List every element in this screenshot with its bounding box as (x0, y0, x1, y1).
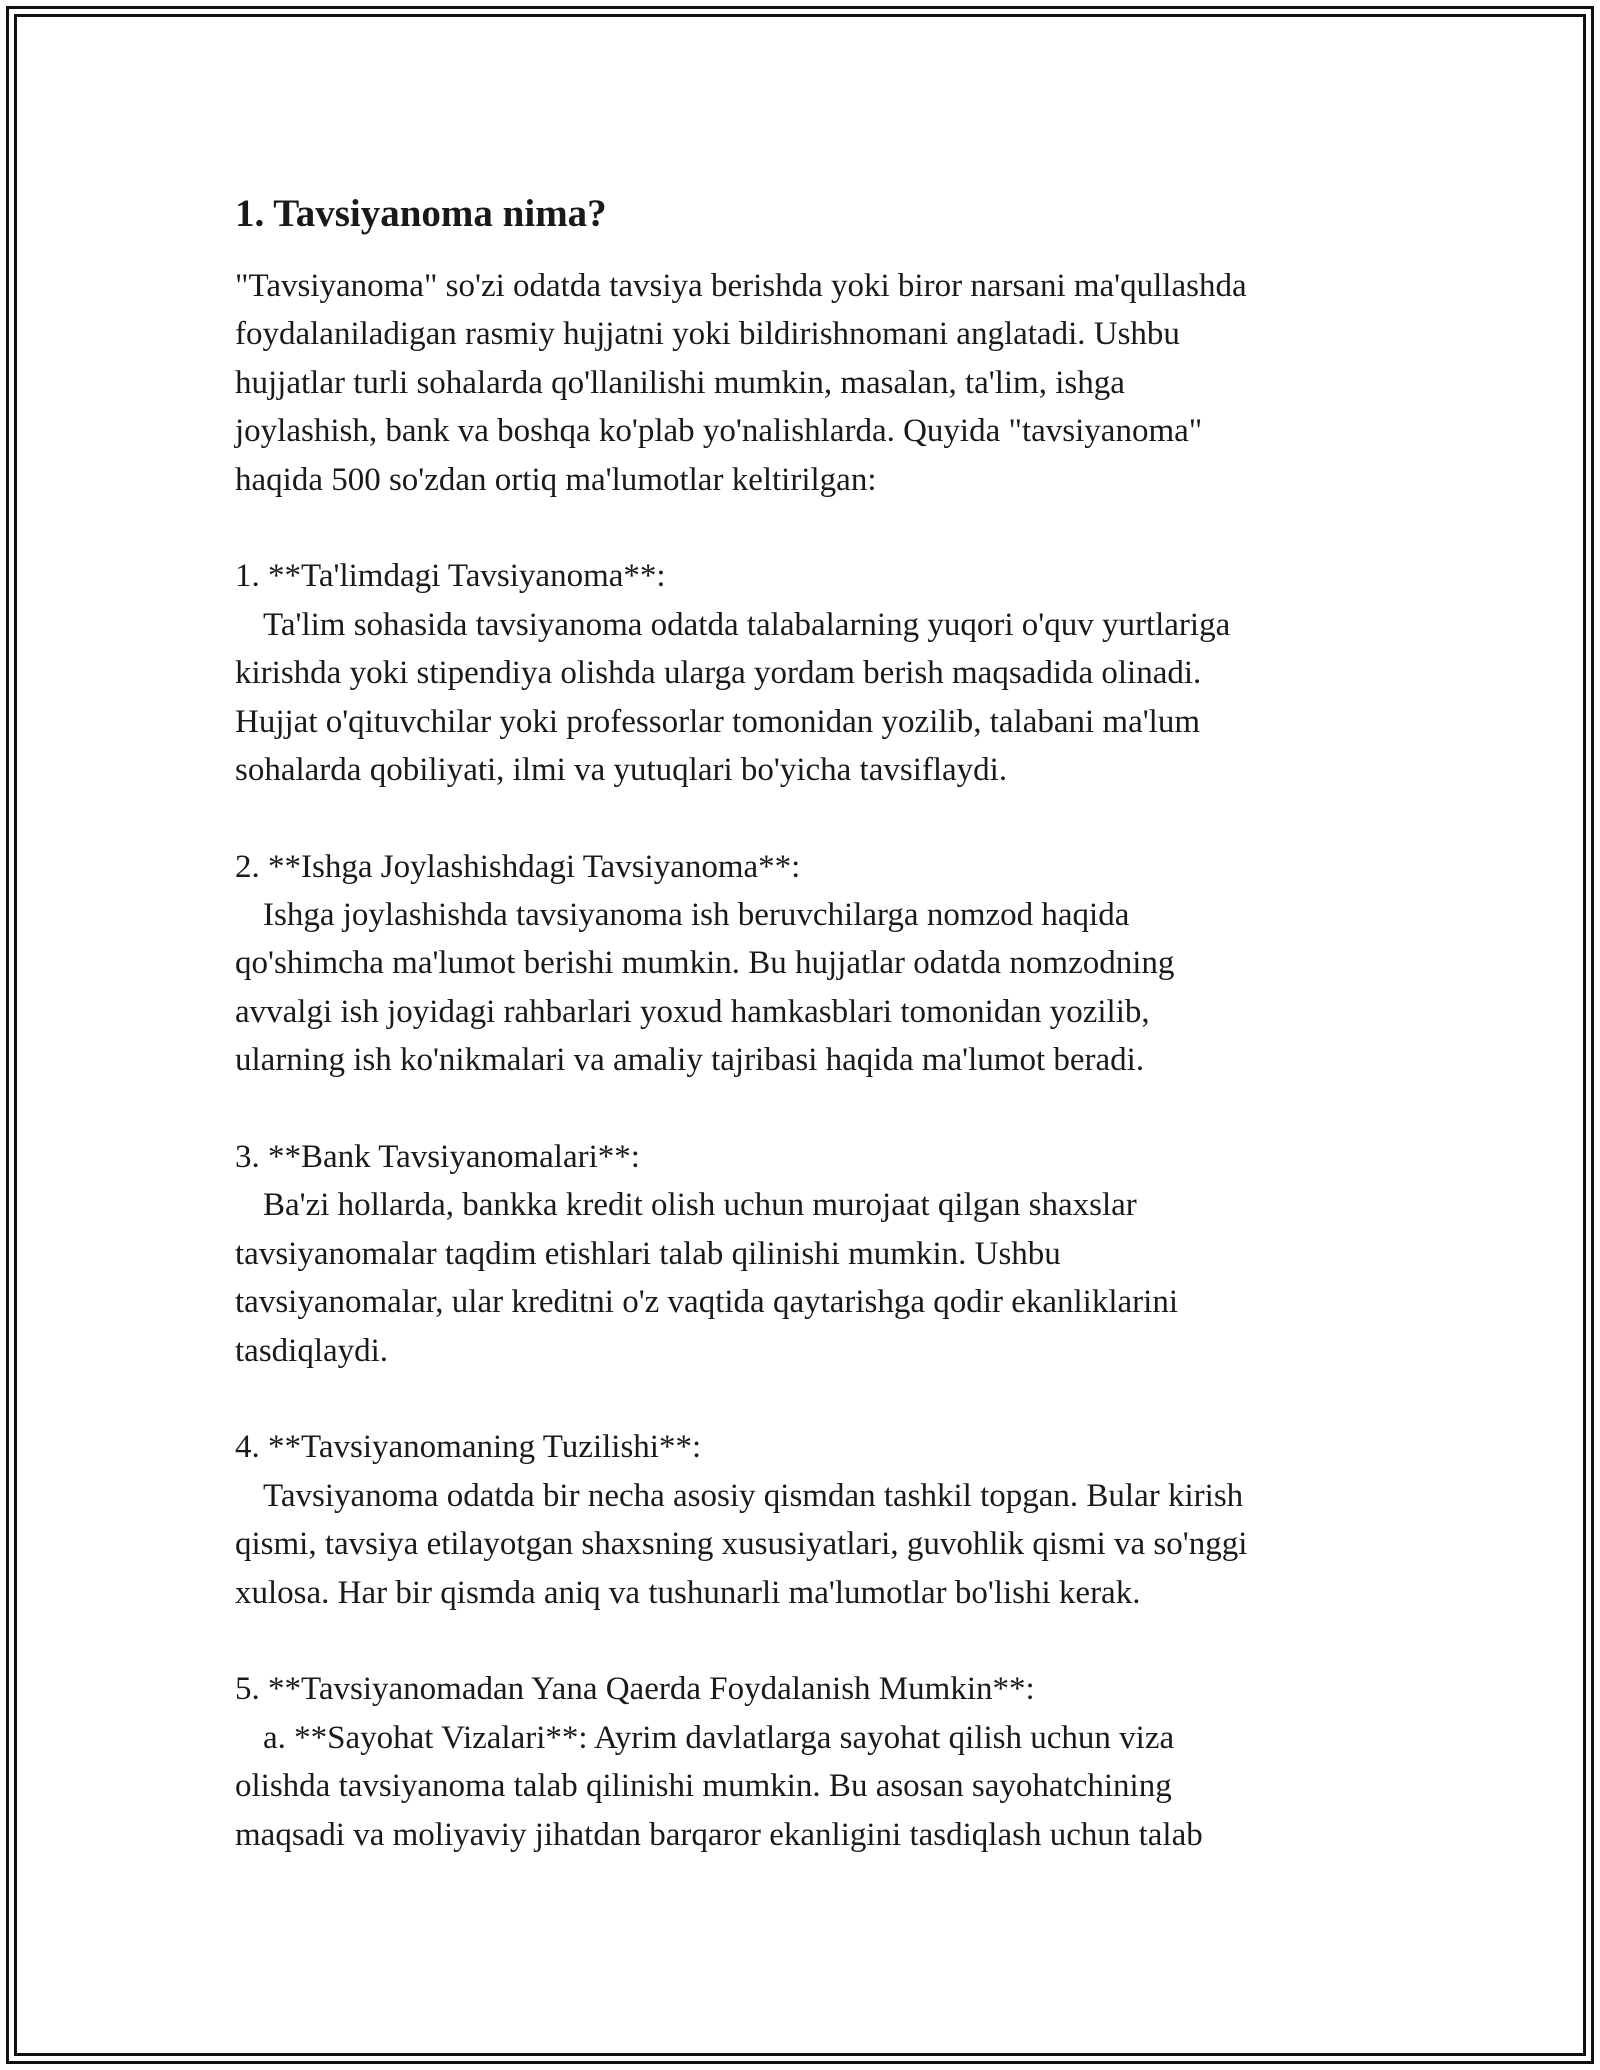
section-line: ularning ish ko'nikmalari va amaliy tajribasi haqida ma'lumot beradi. (235, 1042, 1145, 1079)
section-education (235, 552, 1395, 794)
intro-line: haqida 500 so'zdan ortiq ma'lumotlar keltirilgan: (235, 461, 877, 498)
section-line: avvalgi ish joyidagi rahbarlari yoxud hamkasblari tomonidan yozilib, (235, 993, 1150, 1030)
section-line: sohalarda qobiliyati, ilmi va yutuqlari bo'yicha tavsiflaydi. (235, 751, 1008, 788)
section-title: 2. **Ishga Joylashishdagi Tavsiyanoma**: (235, 848, 801, 885)
paragraph-gap (235, 1085, 1395, 1133)
section-line: a. **Sayohat Vizalari**: Ayrim davlatlarga sayohat qilish uchun viza (263, 1719, 1175, 1756)
section-other-uses (235, 1665, 1395, 1859)
section-line: tasdiqlaydi. (235, 1332, 389, 1369)
section-title: 5. **Tavsiyanomadan Yana Qaerda Foydalanish Mumkin**: (235, 1671, 1035, 1708)
section-line: qismi, tavsiya etilayotgan shaxsning xususiyatlari, guvohlik qismi va so'nggi (235, 1526, 1248, 1563)
section-line: qo'shimcha ma'lumot berishi mumkin. Bu hujjatlar odatda nomzodning (235, 945, 1175, 982)
paragraph-gap (235, 1617, 1395, 1665)
intro-line: joylashish, bank va boshqa ko'plab yo'nalishlarda. Quyida "tavsiyanoma" (235, 413, 1203, 450)
section-line: tavsiyanomalar, ular kreditni o'z vaqtida qaytarishga qodir ekanliklarini (235, 1284, 1178, 1321)
section-bank (235, 1133, 1395, 1375)
paragraph-gap (235, 794, 1395, 842)
section-line: Ba'zi hollarda, bankka kredit olish uchun murojaat qilgan shaxslar (263, 1187, 1137, 1224)
section-line: kirishda yoki stipendiya olishda ularga yordam berish maqsadida olinadi. (235, 655, 1202, 692)
intro-line: foydalaniladigan rasmiy hujjatni yoki bildirishnomani anglatadi. Ushbu (235, 316, 1180, 353)
section-line: olishda tavsiyanoma talab qilinishi mumkin. Bu asosan sayohatchining (235, 1768, 1172, 1805)
document-heading: 1. Tavsiyanoma nima? (235, 192, 607, 235)
paragraph-gap (235, 504, 1395, 552)
section-line: xulosa. Har bir qismda aniq va tushunarli ma'lumotlar bo'lishi kerak. (235, 1574, 1141, 1611)
intro-line: hujjatlar turli sohalarda qo'llanilishi mumkin, masalan, ta'lim, ishga (235, 364, 1125, 401)
section-title: 4. **Tavsiyanomaning Tuzilishi**: (235, 1429, 702, 1466)
section-employment (235, 843, 1395, 1085)
section-line: Ta'lim sohasida tavsiyanoma odatda talabalarning yuqori o'quv yurtlariga (263, 606, 1231, 643)
intro-line: "Tavsiyanoma" so'zi odatda tavsiya berishda yoki biror narsani ma'qullashda (235, 268, 1247, 304)
section-title: 3. **Bank Tavsiyanomalari**: (235, 1139, 640, 1176)
section-line: tavsiyanomalar taqdim etishlari talab qilinishi mumkin. Ushbu (235, 1235, 1061, 1272)
section-structure (235, 1423, 1395, 1617)
section-line: maqsadi va moliyaviy jihatdan barqaror ekanligini tasdiqlash uchun talab (235, 1816, 1203, 1853)
document-body (235, 186, 1395, 1859)
paragraph-gap (235, 1375, 1395, 1423)
section-line: Ishga joylashishda tavsiyanoma ish beruvchilarga nomzod haqida (263, 897, 1130, 934)
section-title: 1. **Ta'limdagi Tavsiyanoma**: (235, 558, 666, 595)
intro-paragraph (235, 262, 1395, 504)
section-line: Tavsiyanoma odatda bir necha asosiy qismdan tashkil topgan. Bular kirish (263, 1477, 1244, 1514)
section-line: Hujjat o'qituvchilar yoki professorlar tomonidan yozilib, talabani ma'lum (235, 703, 1201, 740)
